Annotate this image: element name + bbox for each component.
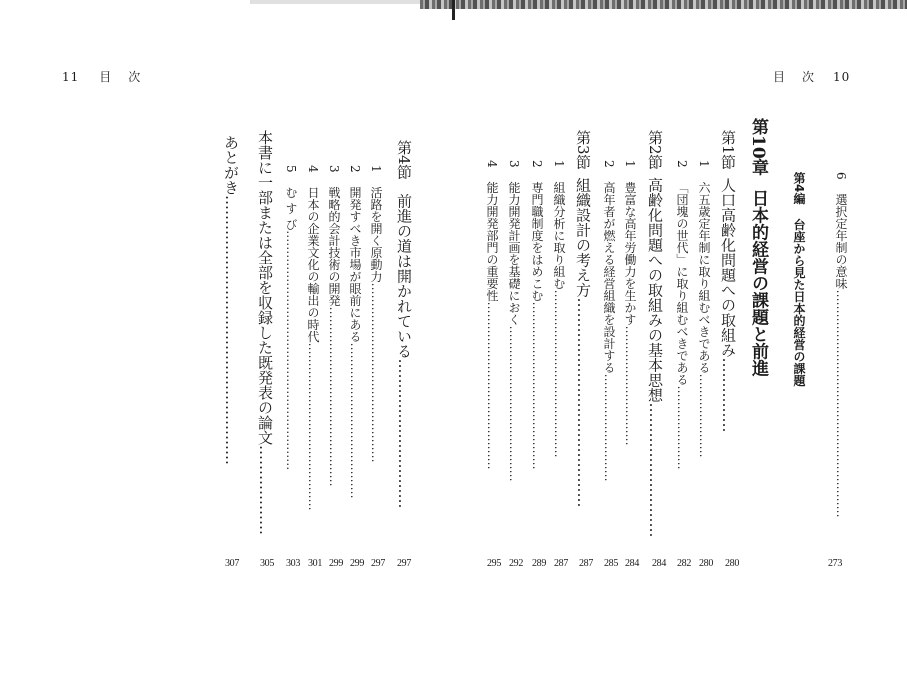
- leader-dots: ………………: [256, 445, 274, 535]
- page-number-s3-3: 292: [508, 558, 524, 569]
- page-number-s4-2: 299: [349, 558, 365, 569]
- section-title: 組織設計の考え方: [574, 177, 592, 298]
- section-title: 前進の道は開かれている: [395, 193, 413, 359]
- item-title: 戦略的会計技術の開発: [327, 186, 341, 307]
- gutter-mark: [452, 0, 455, 20]
- item-number: 2: [675, 160, 689, 168]
- right-page-number: 10: [833, 70, 851, 84]
- scan-edge-shadow: [250, 0, 420, 4]
- leader-dots: …………………: [697, 373, 711, 458]
- section-label: 第4節: [395, 140, 413, 180]
- item-title: 組織分析に取り組む: [552, 181, 566, 290]
- toc-section-2: [647, 130, 662, 538]
- chapter-label: 第10章: [748, 118, 768, 176]
- toc-item-s4-3: [328, 165, 340, 487]
- leader-dots: ………………………………………: [327, 306, 341, 487]
- page-number-s3-4: 295: [486, 558, 502, 569]
- leader-dots: ……………………………………………………: [284, 230, 298, 471]
- right-head-char-2: 次: [802, 70, 816, 84]
- leader-dots: …………………: [675, 385, 689, 470]
- left-head-char-1: 目: [99, 70, 113, 84]
- leader-dots: ……………………………………: [306, 342, 320, 511]
- item-number: 4: [485, 160, 499, 168]
- page-number-s2-1: 284: [624, 558, 640, 569]
- toc-item-s3-1: [553, 160, 565, 458]
- leader-dots: …………………………………: [348, 342, 362, 499]
- toc-item-s4-5: [285, 165, 297, 470]
- leader-dots: ………………………………………………: [222, 195, 240, 465]
- page-number-s4-4: 301: [307, 558, 323, 569]
- leader-dots: …………………………: [395, 358, 413, 509]
- item-title: 能力開発部門の重要性: [485, 181, 499, 302]
- item-number: 5: [284, 165, 298, 173]
- item-title: 六五歳定年制に取り組むべきである: [697, 181, 711, 374]
- right-running-head: [773, 68, 850, 85]
- section-label: 第2節: [646, 130, 664, 170]
- page-number-s3-1: 287: [553, 558, 569, 569]
- toc-item-s3-4: [486, 160, 498, 470]
- part-label: 第4編: [792, 172, 806, 205]
- scan-edge-noise: [420, 0, 907, 9]
- left-page-number: 11: [62, 70, 80, 84]
- item-title: 選択定年制の意味: [834, 193, 848, 290]
- item-title: 能力開発計画を基礎におく: [507, 181, 521, 326]
- section-title: 人口高齢化問題への取組み: [719, 177, 737, 358]
- item-title: 活路を開く原動力: [369, 186, 383, 283]
- item-number: 4: [306, 165, 320, 173]
- leader-dots: ………………………………………: [369, 282, 383, 463]
- leader-dots: …………………………: [623, 325, 637, 446]
- item-title: む す び: [284, 186, 298, 231]
- leader-dots: ……………: [719, 357, 737, 433]
- item-title: 開発すべき市場が眼前にある: [348, 186, 362, 343]
- toc-section-3: [575, 130, 590, 508]
- left-head-char-2: 次: [128, 70, 142, 84]
- toc-section-4: [396, 140, 411, 509]
- leader-dots: ………………………: [646, 402, 664, 538]
- toc-item-s3-2: [531, 160, 543, 470]
- item-number: 1: [552, 160, 566, 168]
- leader-dots: ……………………………………: [574, 297, 592, 508]
- appendix-title: 本書に一部または全部を収録した既発表の論文: [256, 130, 274, 445]
- page-number-appendix: 305: [259, 558, 275, 569]
- leader-dots: ………………………: [602, 373, 616, 482]
- chapter-title: 日本的経営の課題と前進: [748, 189, 768, 377]
- leader-dots: ……………………………………: [530, 301, 544, 470]
- item-number: 1: [697, 160, 711, 168]
- item-title: 高年者が燃える経営組織を設計する: [602, 181, 616, 374]
- left-running-head: [62, 68, 141, 85]
- leader-dots: ……………………………………: [485, 301, 499, 470]
- page-number-s1-1: 280: [698, 558, 714, 569]
- toc-section-1: [720, 130, 735, 433]
- item-number: 2: [602, 160, 616, 168]
- page-number-afterword: 307: [224, 558, 240, 569]
- toc-appendix: [257, 130, 272, 535]
- page-number-s4: 297: [396, 558, 412, 569]
- page-number-s1: 280: [724, 558, 740, 569]
- page-number-s1-2: 282: [676, 558, 692, 569]
- part-title: 台座から見た日本的経営の課題: [792, 218, 806, 387]
- page-number-s2-2: 285: [603, 558, 619, 569]
- page-number-s4-1: 297: [370, 558, 386, 569]
- right-head-char-1: 目: [773, 70, 787, 84]
- page-number-s4-3: 299: [328, 558, 344, 569]
- section-title: 高齢化問題への取組みの基本思想: [646, 177, 664, 403]
- item-number: 3: [327, 165, 341, 173]
- item-title: 「団塊の世代」に取り組むべきである: [675, 181, 689, 386]
- toc-item-s4-1: [370, 165, 382, 463]
- toc-chapter-10: [749, 118, 766, 377]
- item-number: 1: [623, 160, 637, 168]
- item-number: 1: [369, 165, 383, 173]
- page-number-s4-5: 303: [285, 558, 301, 569]
- item-title: 専門職制度をはめこむ: [530, 181, 544, 302]
- item-number: 6: [834, 172, 848, 180]
- toc-item-s1-2: [676, 160, 688, 470]
- page-number-s2: 284: [651, 558, 667, 569]
- item-title: 豊富な高年労働力を生かす: [623, 181, 637, 326]
- toc-item-s1-1: [698, 160, 710, 458]
- afterword-title: あとがき: [222, 135, 240, 195]
- page-number-r6: 273: [827, 558, 843, 569]
- toc-item-s2-1: [624, 160, 636, 446]
- item-title: 日本の企業文化の輸出の時代: [306, 186, 320, 343]
- leader-dots: …………………………………………………: [834, 289, 848, 518]
- toc-item-s3-3: [508, 160, 520, 482]
- section-label: 第3節: [574, 130, 592, 170]
- toc-item-r6: [835, 172, 847, 518]
- item-number: 3: [507, 160, 521, 168]
- toc-item-s2-2: [603, 160, 615, 482]
- page-number-s3: 287: [578, 558, 594, 569]
- toc-item-s4-2: [349, 165, 361, 499]
- section-label: 第1節: [719, 130, 737, 170]
- toc-item-s4-4: [307, 165, 319, 511]
- toc-part-4: [793, 172, 805, 386]
- item-number: 2: [348, 165, 362, 173]
- toc-afterword: [223, 135, 238, 465]
- leader-dots: …………………………………: [507, 325, 521, 482]
- item-number: 2: [530, 160, 544, 168]
- page-number-s3-2: 289: [531, 558, 547, 569]
- leader-dots: ……………………………………: [552, 289, 566, 458]
